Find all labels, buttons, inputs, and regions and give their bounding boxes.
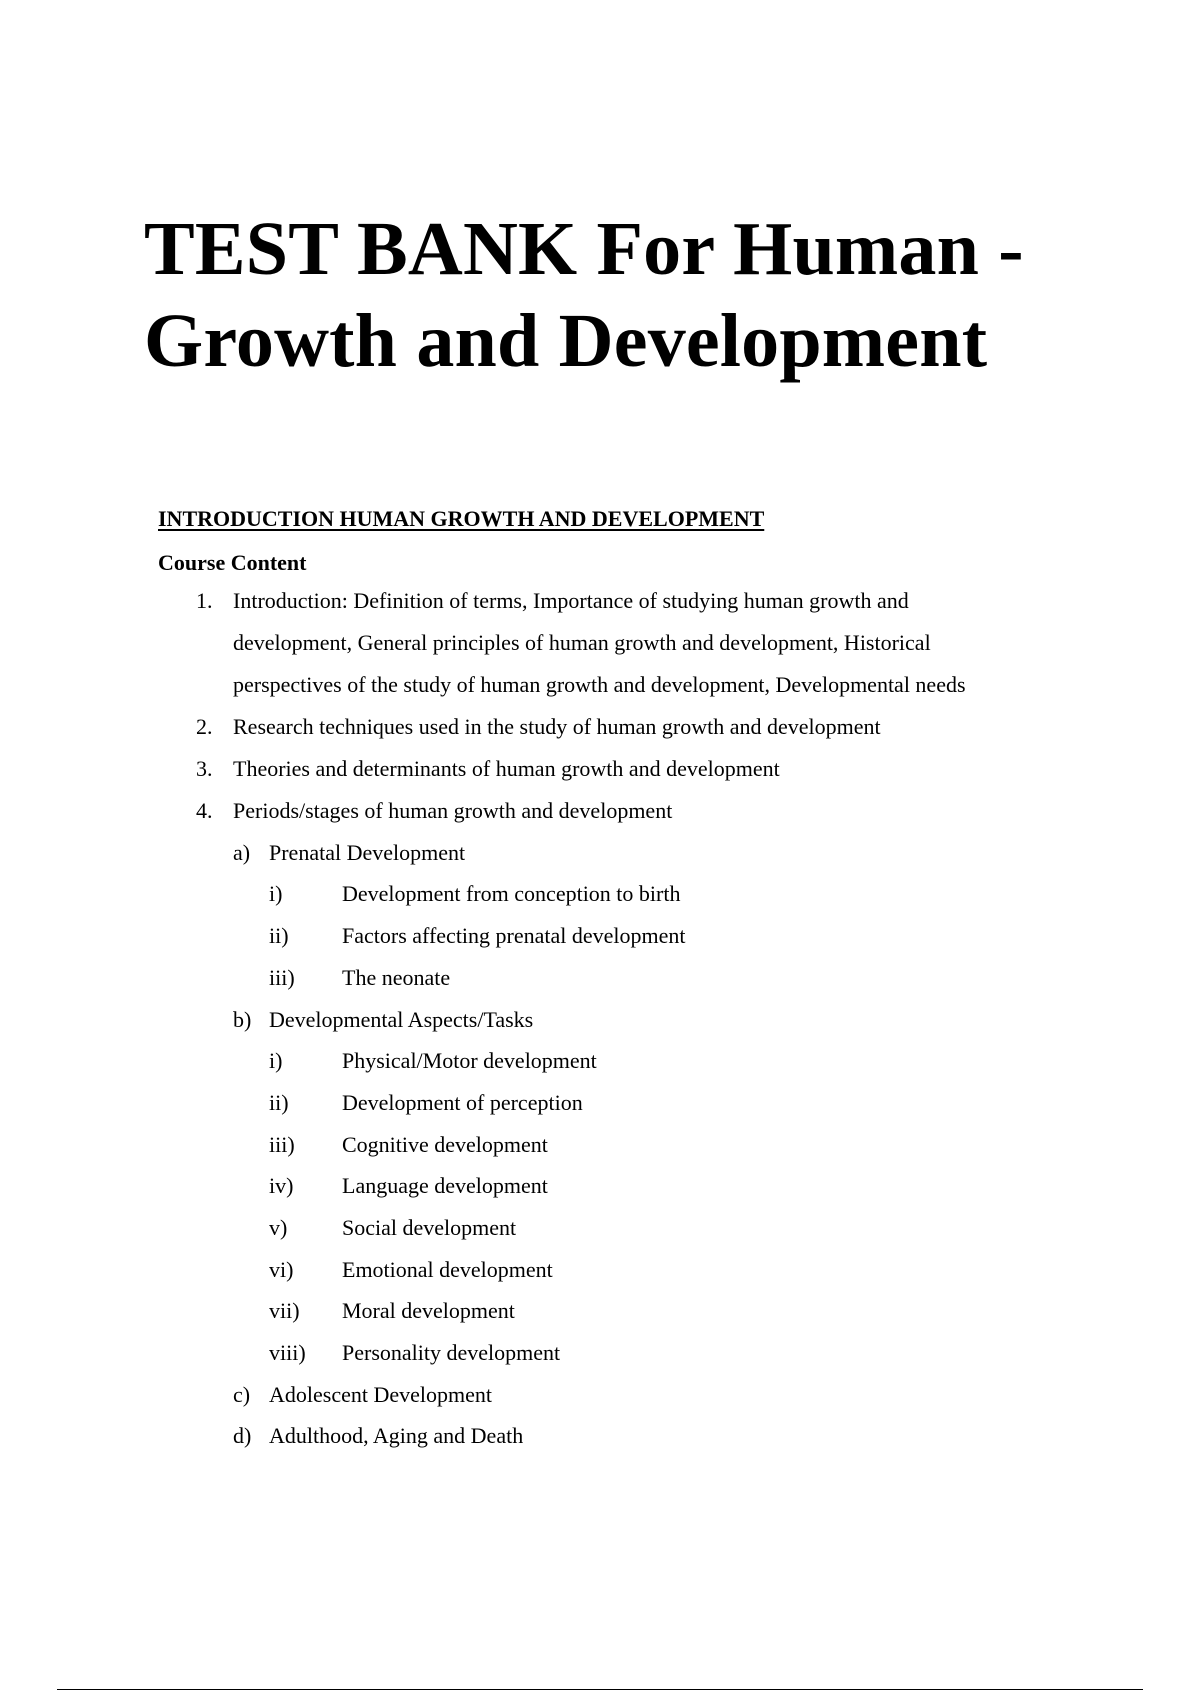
roman-item-text: Development from conception to birth — [342, 881, 681, 906]
roman-item-text: Cognitive development — [342, 1132, 548, 1157]
roman-numeral: i) — [269, 881, 283, 906]
sublist-text: Developmental Aspects/Tasks — [269, 1007, 534, 1032]
roman-numeral: viii) — [269, 1340, 306, 1365]
roman-item-text: Moral development — [342, 1298, 515, 1323]
list-item-number: 1. — [196, 588, 213, 613]
roman-numeral: iii) — [269, 1132, 295, 1157]
roman-numeral: vii) — [269, 1298, 300, 1323]
roman-item-text: Social development — [342, 1215, 517, 1240]
sublist-letter: d) — [233, 1423, 252, 1448]
list-item-number: 3. — [196, 756, 213, 781]
title-line-1: TEST BANK For Human - — [144, 207, 1024, 291]
roman-numeral: ii) — [269, 1090, 289, 1115]
roman-numeral: vi) — [269, 1257, 294, 1282]
list-item-text: Research techniques used in the study of human growth and development — [233, 714, 881, 739]
list-item-text-continued: perspectives of the study of human growth and development, Developmental needs — [233, 672, 966, 697]
sublist-text: Adulthood, Aging and Death — [269, 1423, 524, 1448]
section-heading: INTRODUCTION HUMAN GROWTH AND DEVELOPMENT — [158, 506, 765, 531]
roman-numeral: i) — [269, 1048, 283, 1073]
roman-numeral: ii) — [269, 923, 289, 948]
document-title — [144, 203, 1154, 387]
title-line-2: Growth and Development — [144, 299, 988, 383]
list-item-text: Theories and determinants of human growth and development — [233, 756, 780, 781]
roman-numeral: v) — [269, 1215, 288, 1240]
sublist-letter: b) — [233, 1007, 252, 1032]
sublist-letter: a) — [233, 840, 251, 865]
course-content-label: Course Content — [158, 550, 307, 575]
roman-item-text: Emotional development — [342, 1257, 553, 1282]
roman-item-text: Development of perception — [342, 1090, 583, 1115]
sublist-text: Prenatal Development — [269, 840, 466, 865]
roman-item-text: Physical/Motor development — [342, 1048, 597, 1073]
footer-divider — [57, 1689, 1143, 1690]
list-item-number: 2. — [196, 714, 213, 739]
roman-item-text: Language development — [342, 1173, 548, 1198]
list-item-number: 4. — [196, 798, 213, 823]
roman-item-text: The neonate — [342, 965, 451, 990]
roman-item-text: Personality development — [342, 1340, 561, 1365]
list-item-text: Introduction: Definition of terms, Importance of studying human growth and — [233, 588, 909, 613]
list-item-text: Periods/stages of human growth and development — [233, 798, 673, 823]
roman-numeral: iv) — [269, 1173, 294, 1198]
list-item-text-continued: development, General principles of human growth and development, Historical — [233, 630, 931, 655]
sublist-text: Adolescent Development — [269, 1382, 492, 1407]
roman-item-text: Factors affecting prenatal development — [342, 923, 686, 948]
roman-numeral: iii) — [269, 965, 295, 990]
sublist-letter: c) — [233, 1382, 251, 1407]
